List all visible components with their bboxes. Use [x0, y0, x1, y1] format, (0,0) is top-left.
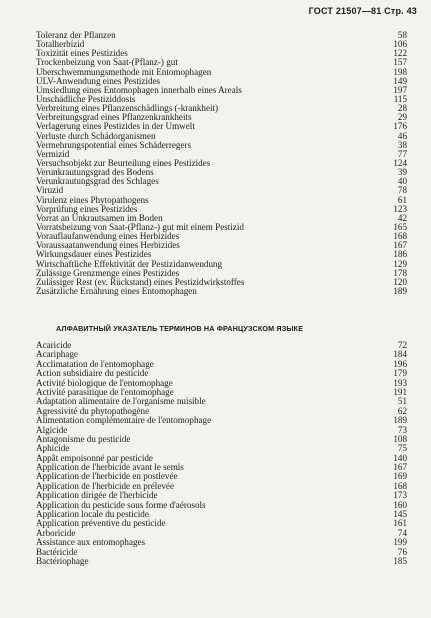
index-page-number: 73 — [397, 424, 407, 435]
index-entry — [36, 122, 407, 131]
index-entry — [36, 232, 407, 241]
index-entry — [36, 472, 407, 481]
index-entry — [36, 95, 407, 104]
index-term: Totalherbizid — [36, 40, 85, 50]
index-term: Überschwemmungsmethode mit Entomophagen — [36, 67, 212, 77]
index-entry — [36, 529, 407, 538]
page-header: ГОСТ 21507—81 Стр. 43 — [308, 6, 417, 16]
index-term: Verunkrautungsgrad des Bodens — [36, 168, 154, 178]
index-entry — [36, 241, 407, 250]
index-page-number: 78 — [397, 185, 407, 196]
index-entry — [36, 186, 407, 195]
index-term: ULV-Anwendung eines Pestizides — [36, 76, 161, 86]
index-term: Application préventive du pesticide — [36, 519, 166, 529]
index-entry — [36, 205, 407, 214]
index-term: Zulässiger Rest (ev. Rückstand) eines Pestizidwirkstoffes — [36, 277, 245, 287]
index-entry — [36, 278, 407, 287]
index-term: Application du pesticide sous forme d'aérosols — [36, 500, 206, 510]
index-term: Vermizid — [36, 149, 70, 159]
index-page-number: 46 — [397, 130, 407, 141]
index-page-number: 115 — [393, 93, 407, 104]
index-entry — [36, 501, 407, 510]
index-term: Zulässige Grenzmenge eines Pestizides — [36, 268, 180, 278]
index-page-number: 184 — [393, 349, 407, 360]
index-term: Appât empoisonné par pesticide — [36, 453, 153, 463]
index-term: Acclimatation de l'entomophage — [36, 359, 154, 369]
index-term: Activité parasitique de l'entomophage — [36, 387, 174, 397]
index-entry — [36, 159, 407, 168]
index-entry — [36, 519, 407, 528]
index-term: Vermehrungspotential eines Schäderregers — [36, 140, 192, 150]
index-page-number: 122 — [393, 48, 407, 59]
index-entry — [36, 510, 407, 519]
index-term: Versuchsobjekt zur Beurteilung eines Pestizides — [36, 158, 211, 168]
index-term: Application locale du pesticide — [36, 510, 149, 520]
index-term: Virulenz eines Phytopathogens — [36, 195, 149, 205]
index-term: Umsiedlung eines Entomophagen innerhalb eines Areals — [36, 85, 242, 95]
index-term: Verbreitungsgrad eines Pflanzenkrankheits — [36, 113, 192, 123]
index-page-number: 38 — [397, 139, 407, 150]
index-entry — [36, 250, 407, 259]
index-entry — [36, 214, 407, 223]
index-entry — [36, 150, 407, 159]
index-term: Application dirigée de l'herbicide — [36, 491, 158, 501]
index-term: Aphicide — [36, 444, 70, 454]
index-term: Arboricide — [36, 528, 76, 538]
index-page-number: 62 — [397, 405, 407, 416]
index-page-number: 189 — [393, 415, 407, 426]
index-term: Vorratsbeizung von Saat-(Pflanz-) gut mit einem Pestizid — [36, 222, 244, 232]
index-entry — [36, 426, 407, 435]
index-page-number: 106 — [393, 39, 407, 50]
index-entry — [36, 454, 407, 463]
index-page-number: 124 — [393, 157, 407, 168]
index-entry — [36, 397, 407, 406]
index-entry — [36, 538, 407, 547]
index-page-number: 76 — [397, 546, 407, 557]
index-term: Verunkrautungsgrad des Schlages — [36, 177, 159, 187]
index-page-number: 196 — [393, 358, 407, 369]
index-term: Wirkungsdauer eines Pestizides — [36, 250, 152, 260]
index-page-number: 140 — [393, 452, 407, 463]
index-term: Application de l'herbicide en postlevée — [36, 472, 178, 482]
index-term: Voraussaatanwendung eines Herbizides — [36, 241, 180, 251]
index-entry — [36, 269, 407, 278]
index-page-number: 129 — [393, 258, 407, 269]
index-page-number: 167 — [393, 462, 407, 473]
index-entry — [36, 113, 407, 122]
index-entry — [36, 260, 407, 269]
index-term: Vorprüfung eines Pestizides — [36, 204, 138, 214]
index-entry — [36, 86, 407, 95]
index-page-number: 165 — [393, 221, 407, 232]
index-entry — [36, 40, 407, 49]
index-entry — [36, 548, 407, 557]
index-page-number: 28 — [397, 103, 407, 114]
index-page-number: 161 — [393, 518, 407, 529]
index-entry — [36, 369, 407, 378]
german-terms-index — [36, 31, 407, 296]
index-term: Agressivité du phytopathogène — [36, 406, 150, 416]
index-entry — [36, 31, 407, 40]
index-page-number: 178 — [393, 267, 407, 278]
index-term: Bactériophage — [36, 556, 89, 566]
index-entry — [36, 491, 407, 500]
index-page-number: 168 — [393, 231, 407, 242]
index-page-number: 51 — [397, 396, 407, 407]
index-page-number: 167 — [393, 240, 407, 251]
index-entry — [36, 177, 407, 186]
index-page-number: 160 — [393, 499, 407, 510]
index-page-number: 61 — [397, 194, 407, 205]
index-term: Application de l'herbicide en prélevée — [36, 481, 174, 491]
index-page-number: 58 — [397, 30, 407, 40]
index-page-number: 193 — [393, 377, 407, 388]
index-term: Activité biologique de l'entomophage — [36, 378, 173, 388]
index-term: Acaricide — [36, 341, 72, 350]
index-term: Viruzid — [36, 186, 64, 196]
index-page-number: 149 — [393, 75, 407, 86]
index-term: Application de l'herbicide avant le semis — [36, 463, 184, 473]
index-entry — [36, 557, 407, 566]
index-page-number: 169 — [393, 471, 407, 482]
index-entry — [36, 49, 407, 58]
index-term: Action subsidiaire du pesticide — [36, 369, 149, 379]
index-page-number: 185 — [393, 555, 407, 566]
index-page-number: 198 — [393, 66, 407, 77]
index-page-number: 173 — [393, 490, 407, 501]
index-page-number: 179 — [393, 368, 407, 379]
index-page-number: 40 — [397, 176, 407, 187]
index-entry — [36, 58, 407, 67]
index-entry — [36, 388, 407, 397]
index-term: Toleranz der Pflanzen — [36, 31, 116, 40]
index-term: Bactéricide — [36, 547, 78, 557]
index-entry — [36, 77, 407, 86]
index-page-number: 199 — [393, 537, 407, 548]
index-page-number: 108 — [393, 433, 407, 444]
index-entry — [36, 350, 407, 359]
index-entry — [36, 416, 407, 425]
index-term: Adaptation alimentaire de l'organisme nuisible — [36, 397, 206, 407]
index-entry — [36, 435, 407, 444]
index-page-number: 77 — [397, 148, 407, 159]
index-entry — [36, 68, 407, 77]
index-page-number: 75 — [397, 443, 407, 454]
index-page-number: 168 — [393, 480, 407, 491]
index-page-number: 186 — [393, 249, 407, 260]
index-entry — [36, 444, 407, 453]
index-entry — [36, 168, 407, 177]
index-page-number: 120 — [393, 276, 407, 287]
index-page-number: 29 — [397, 112, 407, 123]
index-term: Verbreitung eines Pflanzenschädlings (-krankheit) — [36, 104, 219, 114]
index-page-number: 145 — [393, 509, 407, 520]
index-term: Toxizität eines Pestizides — [36, 49, 128, 59]
index-page-number: 74 — [397, 527, 407, 538]
index-page-number: 189 — [393, 285, 407, 296]
index-entry — [36, 287, 407, 296]
index-term: Verlagerung eines Pestizides in der Umwelt — [36, 122, 195, 132]
index-entry — [36, 196, 407, 205]
index-page-number: 72 — [397, 340, 407, 350]
index-entry — [36, 482, 407, 491]
index-page-number: 39 — [397, 167, 407, 178]
index-page-number: 123 — [393, 203, 407, 214]
index-term: Wirtschaftliche Effektivität der Pestizidanwendung — [36, 259, 223, 269]
index-entry — [36, 341, 407, 350]
index-term: Vorrat an Unkrautsamen im Boden — [36, 213, 163, 223]
index-entry — [36, 104, 407, 113]
index-page-number: 197 — [393, 84, 407, 95]
index-entry — [36, 407, 407, 416]
index-entry — [36, 141, 407, 150]
index-page-number: 191 — [393, 386, 407, 397]
index-term: Verluste durch Schädorganismen — [36, 131, 156, 141]
index-entry — [36, 379, 407, 388]
index-entry — [36, 132, 407, 141]
index-term: Antagonisme du pesticide — [36, 434, 131, 444]
index-term: Algicide — [36, 425, 68, 435]
french-section-title: АЛФАВИТНЫЙ УКАЗАТЕЛЬ ТЕРМИНОВ НА ФРАНЦУЗСКОМ ЯЗЫКЕ — [56, 324, 304, 333]
index-term: Zusätzliche Ernährung eines Entomophagen — [36, 286, 197, 296]
index-page-number: 157 — [393, 57, 407, 68]
index-term: Unschädliche Pestiziddosis — [36, 94, 136, 104]
index-term: Vorauflaufanwendung eines Herbizides — [36, 232, 180, 242]
index-page-number: 176 — [393, 121, 407, 132]
index-page-number: 42 — [397, 212, 407, 223]
french-terms-index — [36, 341, 407, 566]
index-entry — [36, 360, 407, 369]
index-term: Trockenbeizung von Saat-(Pflanz-) gut — [36, 58, 178, 68]
index-term: Alimentation complémentaire de l'entomophage — [36, 416, 212, 426]
index-entry — [36, 463, 407, 472]
index-entry — [36, 223, 407, 232]
index-term: Assistance aux entomophages — [36, 538, 146, 548]
index-term: Acariphage — [36, 350, 78, 360]
